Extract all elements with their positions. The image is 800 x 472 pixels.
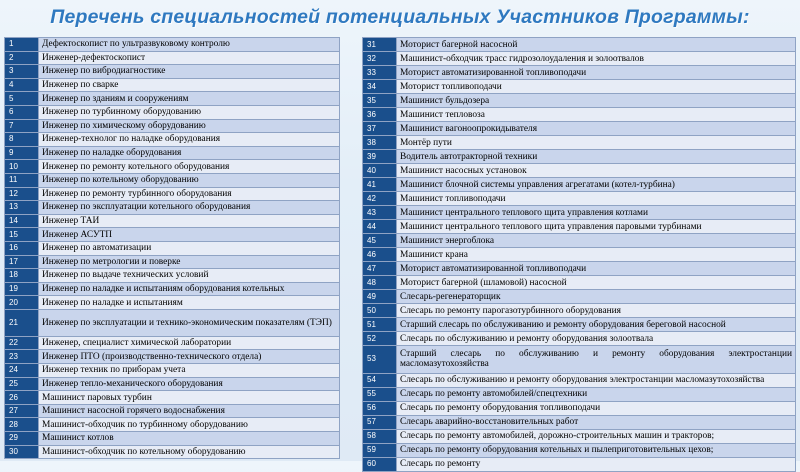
row-number: 47 xyxy=(363,262,397,276)
table-row xyxy=(5,336,340,350)
table-row xyxy=(363,220,796,234)
row-number: 39 xyxy=(363,150,397,164)
specialty-name: Инженер по ремонту турбинного оборудования xyxy=(39,187,340,201)
table-row xyxy=(363,66,796,80)
table-row xyxy=(363,52,796,66)
row-number: 5 xyxy=(5,92,39,106)
table-row xyxy=(363,276,796,290)
table-row xyxy=(363,304,796,318)
table-row xyxy=(363,443,796,457)
table-row xyxy=(363,150,796,164)
table-row xyxy=(5,296,340,310)
table-row xyxy=(5,364,340,378)
row-number: 23 xyxy=(5,350,39,364)
specialties-table-left xyxy=(4,37,340,459)
row-number: 15 xyxy=(5,228,39,242)
table-row xyxy=(363,290,796,304)
table-row xyxy=(5,78,340,92)
row-number: 60 xyxy=(363,457,397,471)
specialty-name: Старший слесарь по обслуживанию и ремонту оборудования береговой насосной xyxy=(397,318,796,332)
row-number: 9 xyxy=(5,146,39,160)
row-number: 24 xyxy=(5,364,39,378)
table-row xyxy=(5,432,340,446)
table-row xyxy=(5,187,340,201)
table-row xyxy=(5,309,340,336)
specialty-name: Инженер ТАИ xyxy=(39,214,340,228)
specialty-name: Машинист-обходчик по турбинному оборудованию xyxy=(39,418,340,432)
table-row xyxy=(5,65,340,79)
row-number: 21 xyxy=(5,309,39,336)
row-number: 41 xyxy=(363,178,397,192)
specialty-name: Машинист насосной горячего водоснабжения xyxy=(39,404,340,418)
row-number: 16 xyxy=(5,241,39,255)
table-row xyxy=(363,262,796,276)
table-row xyxy=(5,228,340,242)
specialty-name: Инженер по метрологии и поверке xyxy=(39,255,340,269)
row-number: 33 xyxy=(363,66,397,80)
row-number: 25 xyxy=(5,377,39,391)
row-number: 46 xyxy=(363,248,397,262)
row-number: 8 xyxy=(5,133,39,147)
table-row xyxy=(363,346,796,374)
table-row xyxy=(363,38,796,52)
specialty-name: Слесарь по ремонту оборудования топливоподачи xyxy=(397,401,796,415)
specialty-name: Слесарь-регенераторщик xyxy=(397,290,796,304)
specialty-name: Машинист котлов xyxy=(39,432,340,446)
specialty-name: Слесарь аварийно-восстановительных работ xyxy=(397,415,796,429)
specialty-name: Машинист тепловоза xyxy=(397,108,796,122)
row-number: 11 xyxy=(5,173,39,187)
specialty-name: Машинист насосных установок xyxy=(397,164,796,178)
specialty-name: Старший слесарь по обслуживанию и ремонту оборудования электростанции масломазутохозяйства xyxy=(397,346,796,374)
table-row xyxy=(363,136,796,150)
row-number: 4 xyxy=(5,78,39,92)
table-row xyxy=(5,350,340,364)
row-number: 50 xyxy=(363,304,397,318)
specialty-name: Инженер ПТО (производственно-технического отдела) xyxy=(39,350,340,364)
specialty-name: Инженер тепло-механического оборудования xyxy=(39,377,340,391)
specialty-name: Инженер АСУТП xyxy=(39,228,340,242)
specialty-name: Моторист топливоподачи xyxy=(397,80,796,94)
table-row xyxy=(5,133,340,147)
specialty-name: Инженер по химическому оборудованию xyxy=(39,119,340,133)
specialty-name: Машинист бульдозера xyxy=(397,94,796,108)
row-number: 55 xyxy=(363,387,397,401)
row-number: 28 xyxy=(5,418,39,432)
table-row xyxy=(5,377,340,391)
table-row xyxy=(5,214,340,228)
row-number: 43 xyxy=(363,206,397,220)
table-row xyxy=(5,201,340,215)
specialty-name: Водитель автотракторной техники xyxy=(397,150,796,164)
row-number: 2 xyxy=(5,51,39,65)
table-row xyxy=(5,404,340,418)
page-title: Перечень специальностей потенциальных Участников Программы: xyxy=(50,6,750,28)
row-number: 30 xyxy=(5,445,39,459)
specialty-name: Инженер по сварке xyxy=(39,78,340,92)
specialty-name: Машинист вагоноопрокидывателя xyxy=(397,122,796,136)
specialty-name: Инженер по ремонту котельного оборудования xyxy=(39,160,340,174)
table-row xyxy=(363,318,796,332)
row-number: 44 xyxy=(363,220,397,234)
specialty-name: Инженер по вибродиагностике xyxy=(39,65,340,79)
table-row xyxy=(5,38,340,52)
table-row xyxy=(5,105,340,119)
row-number: 32 xyxy=(363,52,397,66)
table-row xyxy=(363,234,796,248)
row-number: 36 xyxy=(363,108,397,122)
row-number: 31 xyxy=(363,38,397,52)
row-number: 14 xyxy=(5,214,39,228)
table-row xyxy=(363,94,796,108)
table-row xyxy=(363,387,796,401)
table-row xyxy=(363,192,796,206)
specialty-name: Слесарь по ремонту автомобилей/спецтехники xyxy=(397,387,796,401)
row-number: 26 xyxy=(5,391,39,405)
specialty-name: Инженер по наладке оборудования xyxy=(39,146,340,160)
row-number: 12 xyxy=(5,187,39,201)
table-row xyxy=(5,241,340,255)
specialty-name: Машинист-обходчик трасс гидрозолоудаления и золоотвалов xyxy=(397,52,796,66)
specialty-name: Машинист энергоблока xyxy=(397,234,796,248)
row-number: 18 xyxy=(5,269,39,283)
row-number: 7 xyxy=(5,119,39,133)
row-number: 3 xyxy=(5,65,39,79)
specialty-name: Инженер по котельному оборудованию xyxy=(39,173,340,187)
row-number: 29 xyxy=(5,432,39,446)
row-number: 38 xyxy=(363,136,397,150)
row-number: 34 xyxy=(363,80,397,94)
row-number: 40 xyxy=(363,164,397,178)
table-row xyxy=(363,80,796,94)
table-row xyxy=(363,401,796,415)
specialty-name: Моторист багерной насосной xyxy=(397,38,796,52)
row-number: 57 xyxy=(363,415,397,429)
row-number: 59 xyxy=(363,443,397,457)
row-number: 48 xyxy=(363,276,397,290)
row-number: 51 xyxy=(363,318,397,332)
row-number: 56 xyxy=(363,401,397,415)
table-row xyxy=(5,119,340,133)
specialty-name: Инженер по зданиям и сооружениям xyxy=(39,92,340,106)
specialty-name: Инженер-технолог по наладке оборудования xyxy=(39,133,340,147)
row-number: 19 xyxy=(5,282,39,296)
row-number: 52 xyxy=(363,332,397,346)
specialty-name: Машинист блочной системы управления агрегатами (котел-турбина) xyxy=(397,178,796,192)
specialty-name: Инженер по эксплуатации и технико-экономическим показателям (ТЭП) xyxy=(39,309,340,336)
row-number: 35 xyxy=(363,94,397,108)
specialty-name: Инженер техник по приборам учета xyxy=(39,364,340,378)
table-row xyxy=(5,160,340,174)
table-row xyxy=(363,457,796,471)
row-number: 22 xyxy=(5,336,39,350)
specialty-name: Машинист топливоподачи xyxy=(397,192,796,206)
table-row xyxy=(5,92,340,106)
specialty-name: Инженер по турбинному оборудованию xyxy=(39,105,340,119)
specialty-name: Машинист паровых турбин xyxy=(39,391,340,405)
row-number: 37 xyxy=(363,122,397,136)
row-number: 53 xyxy=(363,346,397,374)
table-row xyxy=(363,332,796,346)
table-row xyxy=(363,122,796,136)
specialty-name: Инженер по эксплуатации котельного оборудования xyxy=(39,201,340,215)
table-row xyxy=(363,164,796,178)
row-number: 45 xyxy=(363,234,397,248)
specialty-name: Инженер, специалист химической лаборатории xyxy=(39,336,340,350)
specialty-name: Инженер по наладке и испытаниям xyxy=(39,296,340,310)
table-row xyxy=(363,108,796,122)
specialty-name: Слесарь по ремонту автомобилей, дорожно-строительных машин и тракторов; xyxy=(397,429,796,443)
table-row xyxy=(5,282,340,296)
table-row xyxy=(363,429,796,443)
table-row xyxy=(5,269,340,283)
specialty-name: Инженер по выдаче технических условий xyxy=(39,269,340,283)
specialty-name: Инженер-дефектоскопист xyxy=(39,51,340,65)
specialty-name: Моторист автоматизированной топливоподачи xyxy=(397,66,796,80)
table-row xyxy=(5,173,340,187)
row-number: 6 xyxy=(5,105,39,119)
table-row xyxy=(5,445,340,459)
table-row xyxy=(5,391,340,405)
table-row xyxy=(363,415,796,429)
row-number: 10 xyxy=(5,160,39,174)
specialties-table-right xyxy=(362,37,796,472)
specialty-name: Монтёр пути xyxy=(397,136,796,150)
row-number: 13 xyxy=(5,201,39,215)
row-number: 49 xyxy=(363,290,397,304)
specialty-name: Инженер по наладке и испытаниям оборудования котельных xyxy=(39,282,340,296)
specialty-name: Слесарь по обслуживанию и ремонту оборудования золоотвала xyxy=(397,332,796,346)
specialty-name: Машинист-обходчик по котельному оборудованию xyxy=(39,445,340,459)
table-row xyxy=(363,373,796,387)
specialty-name: Моторист багерной (шламовой) насосной xyxy=(397,276,796,290)
row-number: 58 xyxy=(363,429,397,443)
table-row xyxy=(363,178,796,192)
specialty-name: Слесарь по ремонту xyxy=(397,457,796,471)
row-number: 17 xyxy=(5,255,39,269)
row-number: 54 xyxy=(363,373,397,387)
table-row xyxy=(5,255,340,269)
table-row xyxy=(5,51,340,65)
row-number: 42 xyxy=(363,192,397,206)
specialty-name: Слесарь по обслуживанию и ремонту оборудования электростанции масломазутохозяйства xyxy=(397,373,796,387)
table-row xyxy=(363,248,796,262)
table-row xyxy=(5,146,340,160)
specialty-name: Машинист центрального теплового щита управления паровыми турбинами xyxy=(397,220,796,234)
specialty-name: Моторист автоматизированной топливоподачи xyxy=(397,262,796,276)
specialty-name: Дефектоскопист по ультразвуковому контролю xyxy=(39,38,340,52)
specialty-name: Инженер по автоматизации xyxy=(39,241,340,255)
table-row xyxy=(363,206,796,220)
table-row xyxy=(5,418,340,432)
specialty-name: Машинист центрального теплового щита управления котлами xyxy=(397,206,796,220)
specialty-name: Слесарь по ремонту оборудования котельных и пылеприготовительных цехов; xyxy=(397,443,796,457)
row-number: 27 xyxy=(5,404,39,418)
specialty-name: Машинист крана xyxy=(397,248,796,262)
row-number: 1 xyxy=(5,38,39,52)
specialty-name: Слесарь по ремонту парогазотурбинного оборудования xyxy=(397,304,796,318)
row-number: 20 xyxy=(5,296,39,310)
